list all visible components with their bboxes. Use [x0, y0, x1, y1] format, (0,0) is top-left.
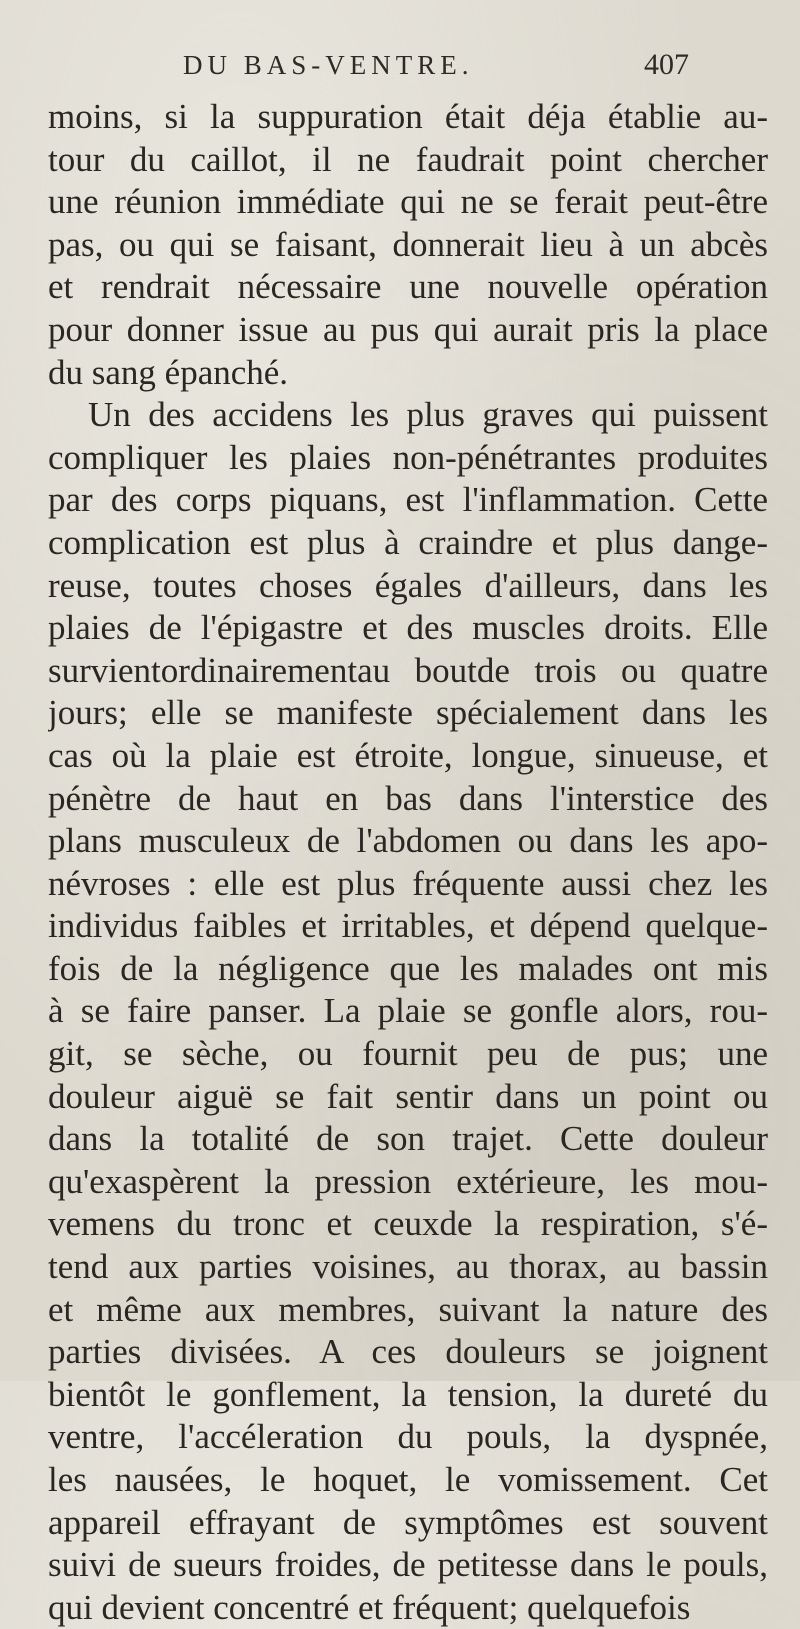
text-line: dans la totalité de son trajet. Cette douleur	[48, 1119, 768, 1159]
text-line: pour donner issue au pus qui aurait pris la place	[48, 309, 768, 349]
text-line: névroses : elle est plus fréquente aussi chez les	[48, 863, 768, 903]
text-line: plans musculeux de l'abdomen ou dans les apo-	[48, 821, 768, 861]
text-line: douleur aiguë se fait sentir dans un point ou	[48, 1076, 768, 1116]
text-line: Un des accidens les plus graves qui puissent	[88, 395, 768, 435]
text-line: vemens du tronc et ceuxde la respiration, s'é-	[48, 1204, 768, 1244]
text-line: moins, si la suppuration était déja établie au-	[48, 97, 768, 136]
text-line: appareil effrayant de symptômes est souvent	[48, 1502, 768, 1542]
text-line: et même aux membres, suivant la nature des	[48, 1289, 768, 1329]
text-line: à se faire panser. La plaie se gonfle alors, rou-	[48, 991, 768, 1031]
text-line: tour du caillot, il ne faudrait point chercher	[48, 139, 768, 179]
text-line: complication est plus à craindre et plus dange-	[48, 522, 768, 562]
page-number: 407	[644, 48, 689, 81]
text-line: cas où la plaie est étroite, longue, sinueuse, et	[48, 735, 768, 775]
text-line: individus faibles et irritables, et dépend quelque-	[48, 906, 768, 946]
text-line: pénètre de haut en bas dans l'interstice des	[48, 778, 768, 818]
text-line: fois de la négligence que les malades ont mis	[48, 948, 768, 988]
text-line: une réunion immédiate qui ne se ferait peut-être	[48, 182, 768, 222]
body-text	[48, 96, 768, 1629]
running-title: DU BAS-VENTRE.	[183, 50, 474, 80]
text-line: parties divisées. A ces douleurs se joignent	[48, 1332, 768, 1372]
text-line: reuse, toutes choses égales d'ailleurs, dans les	[48, 565, 768, 605]
text-line: et rendrait nécessaire une nouvelle opération	[48, 267, 768, 307]
text-line: tend aux parties voisines, au thorax, au bassin	[48, 1247, 768, 1287]
text-line: du sang épanché.	[48, 352, 289, 392]
text-line: bientôt le gonflement, la tension, la dureté du	[48, 1374, 768, 1414]
text-line: survientordinairementau boutde trois ou quatre	[48, 650, 768, 690]
text-line: qui devient concentré et fréquent; quelquefois	[48, 1587, 691, 1627]
running-head	[0, 50, 800, 90]
text-line: git, se sèche, ou fournit peu de pus; une	[48, 1034, 768, 1074]
text-line: qu'exaspèrent la pression extérieure, les mou-	[48, 1161, 768, 1201]
text-line: compliquer les plaies non-pénétrantes produites	[48, 437, 768, 477]
text-line: plaies de l'épigastre et des muscles droits. Elle	[48, 608, 768, 648]
text-line: pas, ou qui se faisant, donnerait lieu à un abcès	[48, 224, 768, 264]
text-line: suivi de sueurs froides, de petitesse dans le pouls,	[48, 1545, 768, 1585]
text-line: les nausées, le hoquet, le vomissement. Cet	[48, 1460, 768, 1499]
text-line: ventre, l'accéleration du pouls, la dyspnée,	[48, 1417, 768, 1457]
text-line: jours; elle se manifeste spécialement dans les	[48, 693, 768, 733]
text-line: par des corps piquans, est l'inflammation. Cette	[48, 480, 768, 520]
